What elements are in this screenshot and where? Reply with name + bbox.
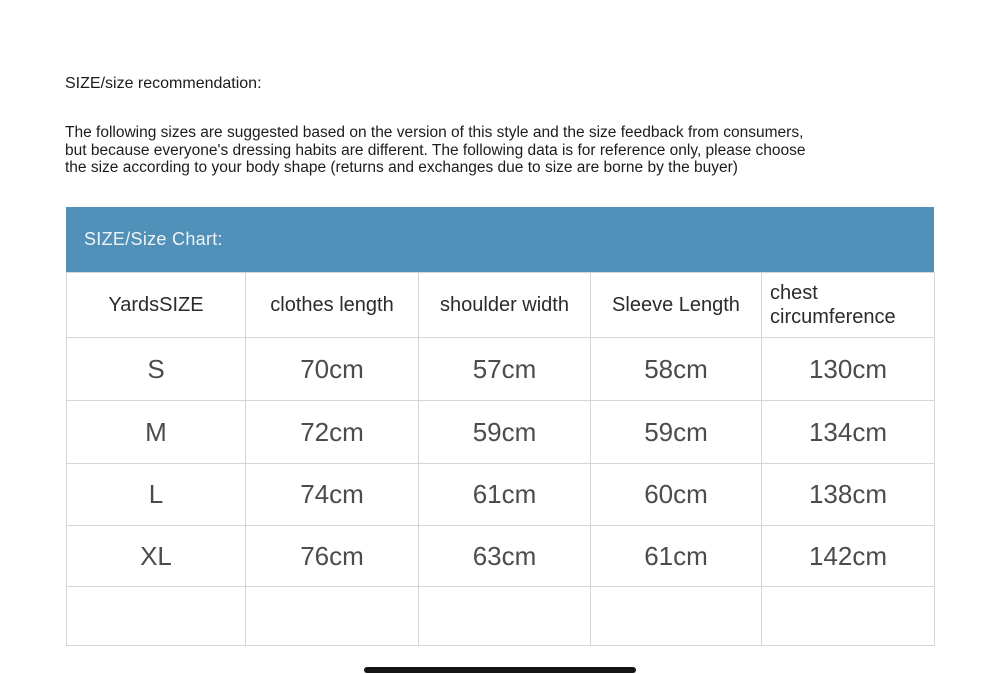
intro-line: but because everyone's dressing habits are different. The following data is for reference only, please choose: [65, 141, 806, 159]
header-chest-line: circumference: [770, 306, 896, 328]
page-title: SIZE/size recommendation:: [65, 75, 262, 92]
cell-chest: 134cm: [762, 401, 935, 464]
intro-paragraph: [65, 124, 945, 177]
size-chart-banner-label: SIZE/Size Chart:: [84, 229, 223, 249]
intro-line: The following sizes are suggested based on the version of this style and the size feedback from consumers,: [65, 124, 804, 141]
empty-cell: [67, 587, 246, 646]
cell-sleeve-length: 61cm: [591, 526, 762, 587]
cell-clothes-length: 70cm: [246, 338, 419, 401]
header-chest-line: chest: [770, 282, 818, 304]
size-chart-table: [66, 272, 935, 646]
cell-clothes-length: 72cm: [246, 401, 419, 464]
cell-chest: 142cm: [762, 526, 935, 587]
cell-size: S: [67, 338, 246, 401]
cell-clothes-length: 74cm: [246, 464, 419, 526]
cell-chest: 130cm: [762, 338, 935, 401]
table-row-l: [67, 464, 935, 526]
empty-cell: [246, 587, 419, 646]
home-indicator-bar: [364, 667, 636, 673]
table-row-s: [67, 338, 935, 401]
cell-sleeve-length: 58cm: [591, 338, 762, 401]
table-row-m: [67, 401, 935, 464]
cell-size: XL: [67, 526, 246, 587]
header-cell-clothes-length: clothes length: [246, 273, 419, 338]
table-header-row: [67, 273, 935, 338]
empty-cell: [419, 587, 591, 646]
cell-sleeve-length: 60cm: [591, 464, 762, 526]
empty-cell: [591, 587, 762, 646]
empty-cell: [762, 587, 935, 646]
header-cell-chest-circumference: [762, 273, 935, 338]
cell-sleeve-length: 59cm: [591, 401, 762, 464]
cell-shoulder-width: 57cm: [419, 338, 591, 401]
cell-shoulder-width: 59cm: [419, 401, 591, 464]
table-row-xl: [67, 526, 935, 587]
table-row-empty: [67, 587, 935, 646]
cell-size: L: [67, 464, 246, 526]
intro-line: the size according to your body shape (returns and exchanges due to size are borne by the buyer): [65, 159, 738, 177]
cell-shoulder-width: 63cm: [419, 526, 591, 587]
header-cell-shoulder-width: shoulder width: [419, 273, 591, 338]
header-cell-sleeve-length: Sleeve Length: [591, 273, 762, 338]
cell-shoulder-width: 61cm: [419, 464, 591, 526]
cell-chest: 138cm: [762, 464, 935, 526]
header-cell-size: YardsSIZE: [67, 273, 246, 338]
size-chart-banner: [66, 207, 934, 272]
cell-size: M: [67, 401, 246, 464]
cell-clothes-length: 76cm: [246, 526, 419, 587]
